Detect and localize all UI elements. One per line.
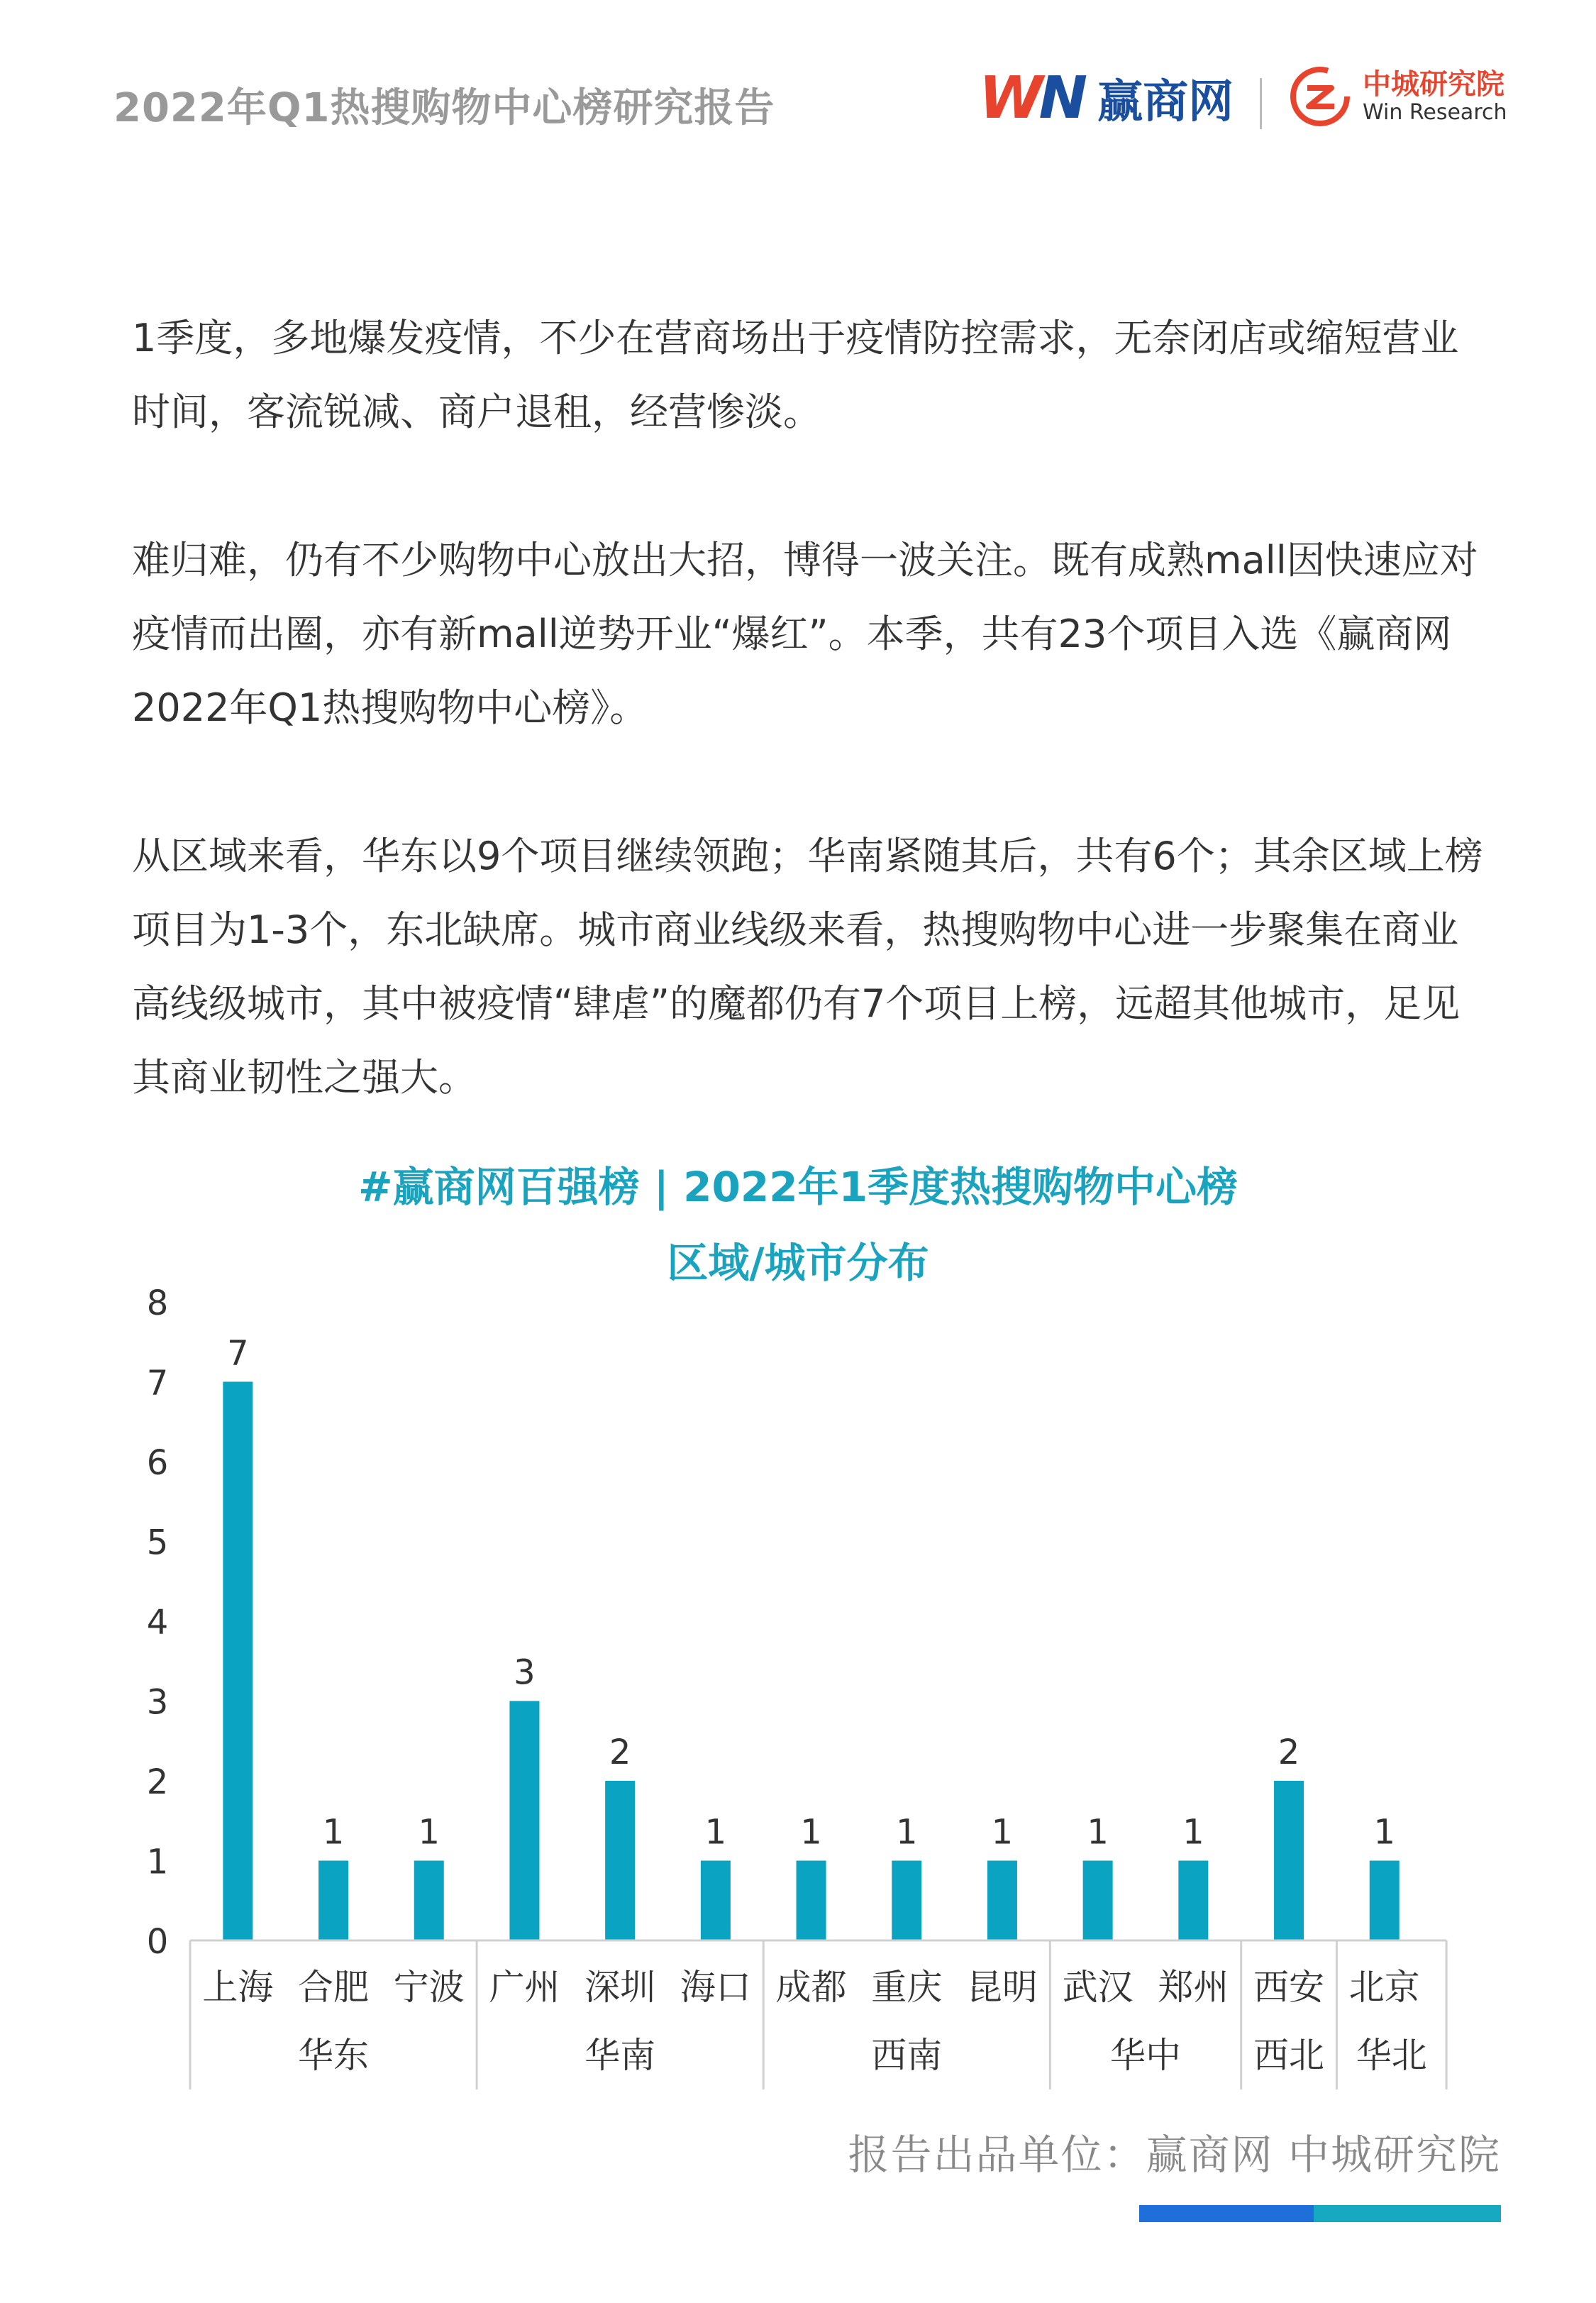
x-tick-label: 郑州 [1158, 1967, 1229, 2008]
data-label: 2 [1278, 1733, 1300, 1772]
winshang-logo [979, 62, 1234, 133]
data-label: 3 [514, 1652, 536, 1693]
data-label: 1 [895, 1812, 918, 1852]
bar-上海 [223, 1382, 253, 1941]
x-tick-label: 深圳 [584, 1967, 656, 2008]
data-label: 7 [227, 1333, 249, 1374]
bar-广州 [509, 1701, 539, 1941]
logo-zc-name: 中城研究院 [1363, 67, 1504, 101]
bar-武汉 [1083, 1861, 1113, 1941]
y-tick-label: 4 [146, 1603, 169, 1642]
x-tick-label: 武汉 [1062, 1967, 1134, 2008]
logo-divider [1260, 78, 1262, 129]
chart-title: #赢商网百强榜 | 2022年1季度热搜购物中心榜 [358, 1163, 1238, 1211]
paragraph-3: 从区域来看，华东以9个项目继续领跑；华南紧随其后，共有6个；其余区域上榜项目为1-3个，东北缺席。城市商业线级来看，热搜购物中心进一步聚集在商业高线级城市，其中被疫情“肆虐”的魔都仍有7个项目上榜，远超其他城市，足见其商业韧性之强大。 [132, 834, 1483, 1100]
y-tick-label: 3 [146, 1682, 169, 1723]
bar-北京 [1370, 1861, 1400, 1941]
data-label: 1 [1373, 1812, 1396, 1852]
bar-深圳 [605, 1781, 635, 1940]
x-tick-label: 上海 [202, 1967, 274, 2008]
report-title: 2022年Q1热搜购物中心榜研究报告 [113, 85, 775, 131]
y-tick-label: 0 [146, 1922, 169, 1962]
paragraph-1: 1季度，多地爆发疫情，不少在营商场出于疫情防控需求，无奈闭店或缩短营业时间，客流锐减、商户退租，经营惨淡。 [132, 316, 1459, 434]
group-label: 华北 [1356, 2035, 1427, 2076]
x-tick-label: 宁波 [393, 1967, 465, 2008]
win-research-mark-icon [1287, 64, 1353, 129]
y-tick-label: 5 [146, 1523, 169, 1563]
x-tick-label: 广州 [489, 1967, 560, 2008]
bar-chart [0, 1263, 1596, 2100]
group-label: 西南 [871, 2035, 943, 2076]
group-label: 华南 [584, 2035, 656, 2076]
y-tick-label: 1 [146, 1842, 169, 1882]
x-tick-label: 昆明 [966, 1967, 1038, 2008]
x-tick-label: 合肥 [298, 1967, 370, 2008]
footer-source: 报告出品单位：赢商网 中城研究院 [848, 2131, 1501, 2179]
y-tick-label: 2 [146, 1762, 169, 1802]
y-tick-label: 8 [146, 1283, 169, 1323]
logo-win-name: 赢商网 [1097, 76, 1234, 128]
chart-subtitle: 区域/城市分布 [667, 1239, 929, 1287]
data-label: 1 [800, 1812, 822, 1852]
bar-昆明 [987, 1861, 1017, 1941]
y-tick-label: 6 [146, 1443, 169, 1483]
bar-合肥 [318, 1861, 348, 1941]
y-tick-label: 7 [146, 1363, 169, 1403]
paragraph-2: 难归难，仍有不少购物中心放出大招，博得一波关注。既有成熟mall因快速应对疫情而出圈，亦有新mall逆势开业“爆红”。本季，共有23个项目入选《赢商网2022年Q1热搜购物中心榜》。 [132, 538, 1478, 730]
x-tick-label: 北京 [1348, 1967, 1420, 2008]
x-tick-label: 重庆 [871, 1967, 943, 2008]
data-label: 1 [418, 1812, 440, 1852]
win-research-logo [1287, 64, 1507, 129]
logo-w-letter: W [979, 64, 1039, 132]
data-label: 1 [1087, 1812, 1109, 1852]
group-label: 华中 [1110, 2035, 1181, 2076]
data-label: 1 [991, 1812, 1014, 1852]
group-label: 西北 [1253, 2035, 1325, 2076]
x-tick-label: 西安 [1253, 1967, 1325, 2008]
logo-zc-english: Win Research [1363, 99, 1507, 125]
data-label: 1 [322, 1812, 345, 1852]
bar-海口 [701, 1861, 731, 1941]
bar-成都 [797, 1861, 826, 1941]
data-label: 1 [1182, 1812, 1204, 1852]
data-label: 2 [609, 1733, 631, 1772]
bar-宁波 [414, 1861, 444, 1941]
logo-n-letter: N [1038, 64, 1088, 132]
bar-郑州 [1178, 1861, 1208, 1941]
x-tick-label: 成都 [775, 1967, 847, 2008]
data-label: 1 [704, 1812, 727, 1852]
x-tick-label: 海口 [680, 1967, 751, 2008]
group-label: 华东 [298, 2035, 370, 2076]
footer-accent-bar-blue [1139, 2205, 1314, 2222]
footer-accent-bar-teal [1314, 2205, 1501, 2222]
bar-西安 [1274, 1781, 1304, 1940]
bar-重庆 [892, 1861, 921, 1941]
